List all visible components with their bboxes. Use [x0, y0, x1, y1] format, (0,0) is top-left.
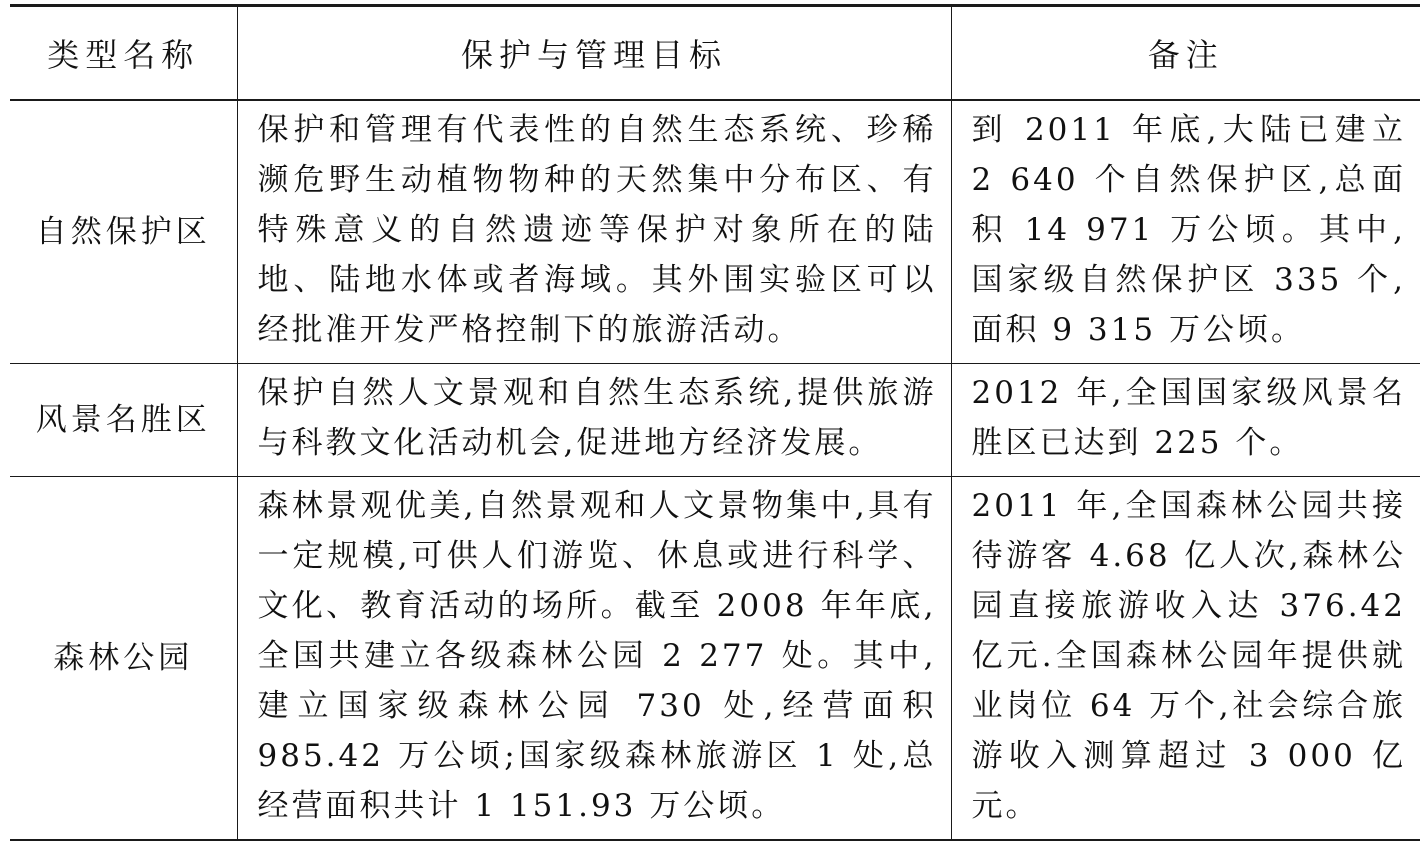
cell-goal: 森林景观优美,自然景观和人文景物集中,具有一定规模,可供人们游览、休息或进行科学、文化、教育活动的场所。截至 2008 年年底,全国共建立各级森林公园 2 277 处。其中,建立国家级森林公园 730 处,经营面积 985.42 万公顷;国家级森林旅游区 1 处,总经营面积共计 1 151.93 万公顷。 [237, 476, 951, 840]
protected-areas-table [10, 4, 1420, 841]
cell-goal: 保护和管理有代表性的自然生态系统、珍稀濒危野生动植物物种的天然集中分布区、有特殊意义的自然遗迹等保护对象所在的陆地、陆地水体或者海域。其外围实验区可以经批准开发严格控制下的旅游活动。 [237, 100, 951, 364]
cell-note: 到 2011 年底,大陆已建立 2 640 个自然保护区,总面积 14 971 万公顷。其中,国家级自然保护区 335 个,面积 9 315 万公顷。 [951, 100, 1420, 364]
table-row [10, 363, 1420, 476]
cell-goal: 保护自然人文景观和自然生态系统,提供旅游与科教文化活动机会,促进地方经济发展。 [237, 363, 951, 476]
table-header [10, 6, 1420, 100]
table-row [10, 476, 1420, 840]
cell-type: 自然保护区 [10, 100, 237, 364]
cell-type: 风景名胜区 [10, 363, 237, 476]
header-note: 备注 [951, 6, 1420, 100]
table-body [10, 100, 1420, 840]
table-row [10, 100, 1420, 364]
header-goal: 保护与管理目标 [237, 6, 951, 100]
cell-type: 森林公园 [10, 476, 237, 840]
cell-note: 2012 年,全国国家级风景名胜区已达到 225 个。 [951, 363, 1420, 476]
header-type: 类型名称 [10, 6, 237, 100]
cell-note: 2011 年,全国森林公园共接待游客 4.68 亿人次,森林公园直接旅游收入达 376.42 亿元.全国森林公园年提供就业岗位 64 万个,社会综合旅游收入测算超过 3 000 亿元。 [951, 476, 1420, 840]
header-row [10, 6, 1420, 100]
